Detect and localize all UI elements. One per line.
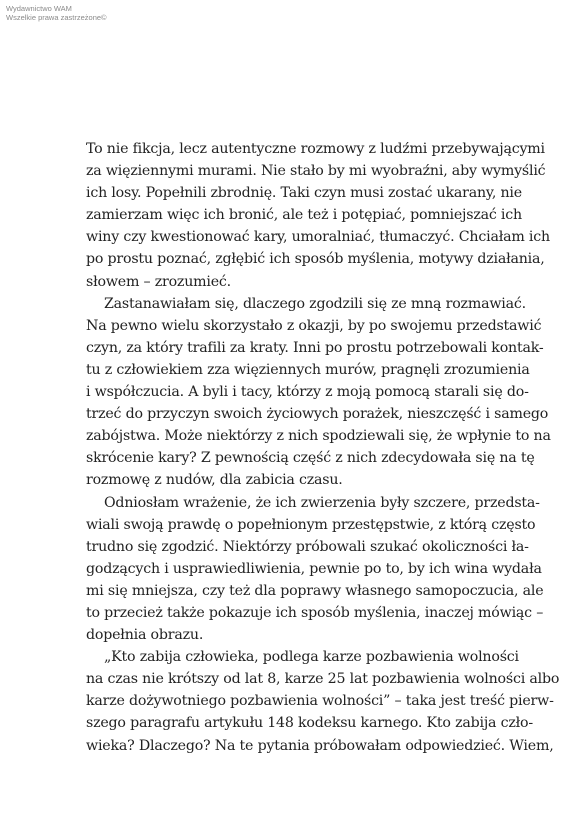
watermark-publisher: Wydawnictwo WAM — [6, 4, 72, 13]
text-line: zamierzam więc ich bronić, ale też i potępiać, pomniejszać ich — [86, 207, 522, 224]
text-line: dopełnia obrazu. — [86, 627, 204, 644]
text-line: karze dożywotniego pozbawienia wolności” – taka jest treść pierw- — [86, 693, 554, 710]
text-line: tu z człowiekiem zza więziennych murów, pragnęli zrozumienia — [86, 361, 530, 378]
watermark — [6, 4, 107, 22]
text-line: skrócenie kary? Z pewnością część z nich zdecydowała się na tę — [86, 450, 535, 467]
text-line: na czas nie krótszy od lat 8, karze 25 lat pozbawienia wolności albo — [86, 671, 560, 688]
paragraph — [86, 138, 550, 293]
text-line: zabójstwa. Może niektórzy z nich spodziewali się, że wpłynie to na — [86, 428, 551, 445]
text-line: Na pewno wielu skorzystało z okazji, by po swojemu przedstawić — [86, 317, 542, 334]
paragraph — [86, 646, 560, 756]
book-page-text — [86, 138, 560, 757]
text-line: słowem – zrozumieć. — [86, 273, 231, 290]
text-line: Odniosłam wrażenie, że ich zwierzenia były szczere, przedsta- — [104, 494, 540, 511]
text-line: wiali swoją prawdę o popełnionym przestępstwie, z którą często — [86, 516, 536, 533]
text-line: godzących i usprawiedliwienia, pewnie po to, by ich wina wydała — [86, 560, 542, 577]
text-line: ich losy. Popełnili zbrodnię. Taki czyn musi zostać ukarany, nie — [86, 185, 522, 202]
text-line: to przecież także pokazuje ich sposób myślenia, inaczej mówiąc – — [86, 604, 544, 621]
text-line: czyn, za który trafili za kraty. Inni po prostu potrzebowali kontak- — [86, 339, 544, 356]
paragraph — [86, 492, 544, 647]
text-line: i współczucia. A byli i tacy, którzy z moją pomocą starali się do- — [86, 384, 529, 401]
text-line: „Kto zabija człowieka, podlega karze pozbawienia wolności — [104, 649, 519, 666]
text-line: To nie fikcja, lecz autentyczne rozmowy z ludźmi przebywającymi — [86, 141, 545, 157]
text-line: winy czy kwestionować kary, umoralniać, tłumaczyć. Chciałam ich — [86, 229, 550, 246]
text-line: Zastanawiałam się, dlaczego zgodzili się ze mną rozmawiać. — [104, 295, 526, 312]
text-line: mi się mniejsza, czy też dla poprawy własnego samopoczucia, ale — [86, 582, 544, 599]
text-line: rozmowę z nudów, dla zabicia czasu. — [86, 472, 343, 489]
watermark-rights: Wszelkie prawa zastrzeżone© — [6, 13, 107, 22]
paragraph — [86, 293, 551, 492]
text-line: szego paragrafu artykułu 148 kodeksu karnego. Kto zabija czło- — [86, 715, 533, 732]
text-line: trzeć do przyczyn swoich życiowych porażek, nieszczęść i samego — [86, 406, 549, 423]
text-line: po prostu poznać, zgłębić ich sposób myślenia, motywy działania, — [86, 251, 545, 268]
text-line: za więziennymi murami. Nie stało by mi wyobraźni, aby wymyślić — [86, 163, 546, 180]
text-line: wieka? Dlaczego? Na te pytania próbowałam odpowiedzieć. Wiem, — [86, 737, 554, 754]
text-line: trudno się zgodzić. Niektórzy próbowali szukać okoliczności ła- — [86, 538, 529, 555]
